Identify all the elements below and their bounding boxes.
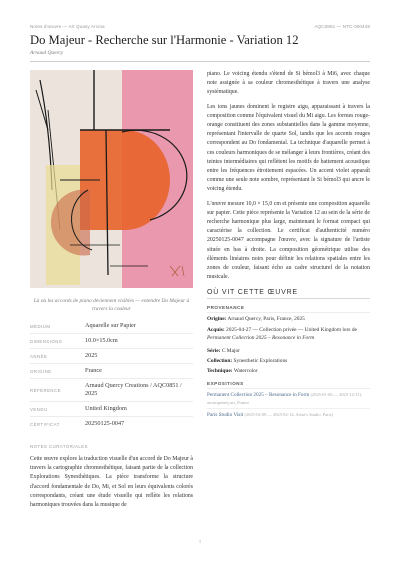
curatorial-notes-label: NOTES CURATORIALES bbox=[30, 444, 89, 449]
acquired-extra: lors de bbox=[342, 327, 357, 333]
expositions-label: EXPOSITIONS bbox=[207, 381, 244, 386]
description-paragraph: piano. Le voicing étendu s'étend de Si bémol3 à Mi6, avec chaque note assignée à sa couleur chromesthétique à travers une analyse systématique. bbox=[207, 71, 370, 96]
page-number: 1 bbox=[198, 540, 202, 545]
acquired-label: Acquis: bbox=[207, 327, 225, 333]
meta-key: ORIGINE bbox=[30, 368, 52, 374]
provenance-acquired bbox=[207, 326, 370, 342]
meta-key: RÉFÉRENCE bbox=[30, 387, 62, 393]
artist-name: Arnaud Quercy bbox=[30, 50, 64, 56]
artwork-caption: Là où les accords de piano deviennent visibles — entendre Do Majeur à travers la couleur bbox=[33, 298, 190, 312]
meta-value: 2025 bbox=[85, 352, 98, 359]
meta-key: CERTIFICAT bbox=[30, 421, 60, 427]
exhibition-name[interactable]: Permanent Collection 2025 – Resonance in Form bbox=[207, 392, 310, 398]
where-section-title: OÙ VIT CETTE ŒUVRE bbox=[207, 289, 298, 296]
artwork-painting bbox=[30, 70, 193, 288]
artwork-image bbox=[30, 70, 193, 288]
metadata-table bbox=[30, 319, 193, 431]
meta-value: Aquarelle sur Papier bbox=[85, 322, 136, 329]
exhibition-name[interactable]: Paris Studio Visit bbox=[207, 412, 244, 418]
meta-row-sold bbox=[30, 402, 193, 417]
section-divider bbox=[207, 298, 370, 299]
collection-value: Synesthetic Explorations bbox=[233, 358, 288, 364]
origin-label: Origine: bbox=[207, 316, 227, 322]
meta-row-origin bbox=[30, 364, 193, 379]
collection-label: Collection: bbox=[207, 358, 233, 364]
provenance-origin bbox=[207, 315, 370, 323]
meta-value: France bbox=[85, 367, 102, 374]
meta-key: VENDU bbox=[30, 406, 48, 412]
meta-value: 20250125-0047 bbox=[85, 420, 125, 427]
subsection-divider bbox=[207, 388, 370, 389]
meta-row-dimensions bbox=[30, 334, 193, 349]
meta-value: Arnaud Quercy Creations / AQC0851 / 2025 bbox=[85, 382, 182, 397]
description-paragraph: L'œuvre mesure 10,0 × 15,0 cm et présente une composition aquarelle sur papier. Cette pièce représente la Variation 12 au sein de la série de recherche harmonique plus large, maintenant le format compact qui caractérise la collection. Le certificat d'authenticité numéro 20250125-0047 accompagne l'œuvre, avec la signature de l'artiste située en bas à droite. La composition géométrique utilise des éléments linéaires noirs pour définir les relations spatiales entre les zones de couleur, faisant écho au cadre structurel de la notation musicale. bbox=[207, 200, 370, 281]
acquired-value: 2025-04-27 — Collection privée — United Kingdom bbox=[226, 327, 342, 333]
series-label: Notes d'œuvre — Art Quasy Arcma bbox=[30, 24, 105, 29]
provenance-collection bbox=[207, 357, 370, 365]
technique-value: Watercolor bbox=[233, 368, 258, 374]
meta-value: 10.0×15.0cm bbox=[85, 337, 118, 344]
meta-key: ANNÉE bbox=[30, 353, 48, 359]
meta-key: MÉDIUM bbox=[30, 323, 51, 329]
header-meta-row bbox=[30, 24, 370, 29]
meta-row-reference bbox=[30, 379, 193, 402]
meta-value: United Kingdom bbox=[85, 405, 127, 412]
exhibition-divider bbox=[207, 408, 370, 409]
provenance-label: PROVENANCE bbox=[207, 305, 245, 310]
origin-value: Arnaud Quercy, Paris, France, 2025 bbox=[227, 316, 305, 322]
exhibition-item bbox=[207, 411, 370, 419]
meta-row-year bbox=[30, 349, 193, 364]
provenance-technique bbox=[207, 367, 370, 375]
curatorial-notes-text: Cette œuvre explore la traduction visuelle d'un accord de Do Majeur à travers la cartographie chromesthétique, faisant partie de la collection Explorations Synesthétiques. La pièce transforme la structure d'accord fondamentale de Do, Mi, et Sol en leurs équivalents colorés correspondants, créant une étude visuelle qui reflète les relations harmoniques trouvées dans la musique de bbox=[30, 456, 193, 509]
reference-code: AQC0851 — NTC-000449 bbox=[314, 24, 370, 29]
page-title: Do Majeur - Recherche sur l'Harmonie - Variation 12 bbox=[30, 33, 299, 47]
subsection-divider bbox=[207, 312, 370, 313]
meta-row-certificate bbox=[30, 417, 193, 431]
description-column bbox=[207, 70, 370, 287]
exhibition-detail: (2025-01-06 — 2025-12-31), aroncqueney.art, France bbox=[207, 392, 363, 406]
description-paragraph: Les tons jaunes dominent le registre aigu, apparaissant à travers la composition comme l'équivalent visuel du Mi aigu. Les formes rouge-orange constituent des zones substantielles dans la gamme moyenne, représentant l'intervalle de quarte Sol, tandis que les accents rouges correspondent au Do fondamental. La technique d'aquarelle permet à ces couleurs harmoniques de se mélanger à leurs frontières, créant des teintes intermédiaires qui reflètent les motifs de battement acoustique entre les fréquences étroitement espacées. Un accent violet apparaît comme une seule note sombre, représentant le Si bémol3 qui ancre le voicing étendu. bbox=[207, 103, 371, 193]
exhibition-item bbox=[207, 391, 370, 408]
provenance-serie bbox=[207, 347, 370, 355]
meta-row-medium bbox=[30, 319, 193, 334]
exhibition-detail: (2025-02-08 — 2025-02-14, Artist's Studio, Paris) bbox=[244, 412, 333, 417]
serie-value: C Major bbox=[221, 348, 240, 354]
acquired-event: Permanent Collection 2025 – Resonance in Form bbox=[207, 335, 315, 342]
meta-key: DIMENSIONS bbox=[30, 338, 63, 344]
technique-label: Technique: bbox=[207, 368, 233, 374]
header-divider bbox=[30, 61, 370, 62]
serie-label: Série: bbox=[207, 348, 221, 354]
